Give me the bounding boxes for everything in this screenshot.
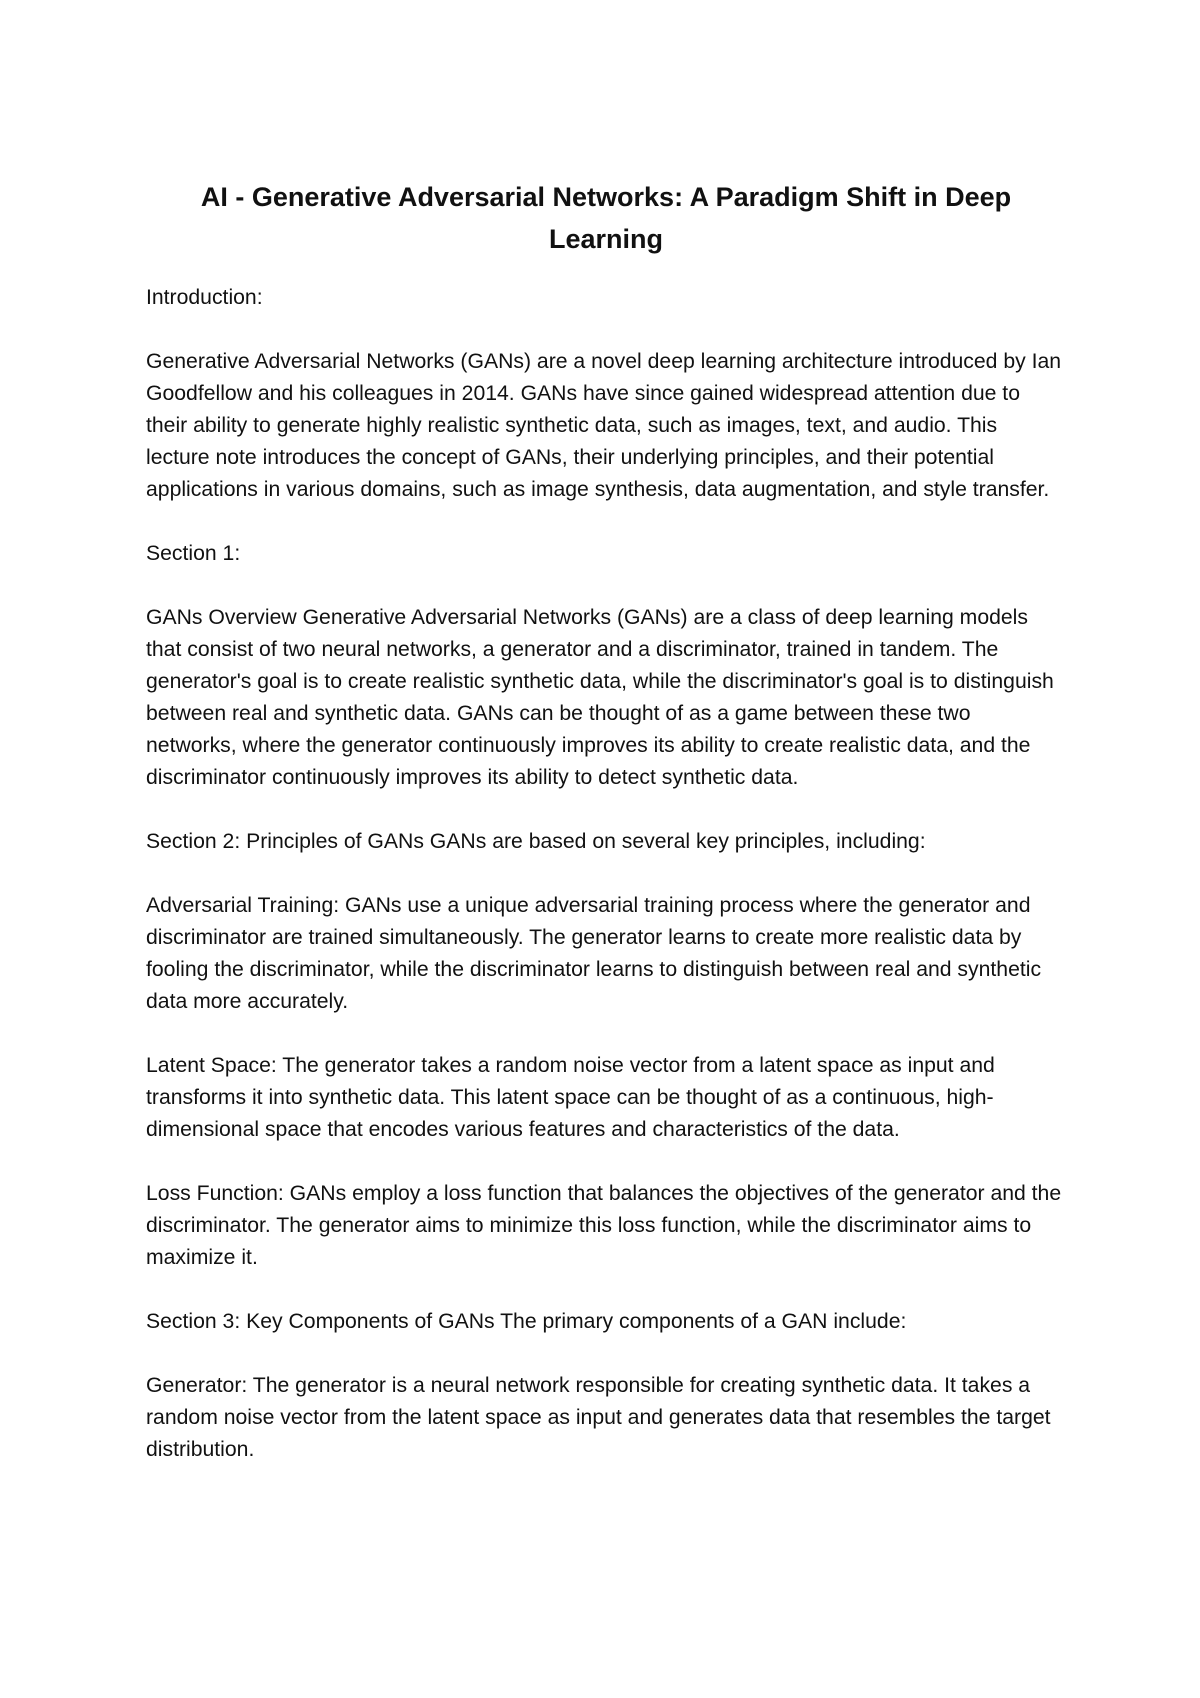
- latent-space-paragraph: Latent Space: The generator takes a random noise vector from a latent space as input and transforms it into synthetic data. This latent space can be thought of as a continuous, high-dimensional space that encodes various features and characteristics of the data.: [146, 1054, 995, 1141]
- section-3-heading: Section 3: Key Components of GANs The primary components of a GAN include:: [146, 1310, 907, 1333]
- introduction-heading: Introduction:: [146, 286, 263, 309]
- section-1-heading: Section 1:: [146, 542, 241, 565]
- introduction-paragraph: Generative Adversarial Networks (GANs) are a novel deep learning architecture introduced by Ian Goodfellow and his colleagues in 2014. GANs have since gained widespread attention due to their ability to generate highly realistic synthetic data, such as images, text, and audio. This lecture note introduces the concept of GANs, their underlying principles, and their potential applications in various domains, such as image synthesis, data augmentation, and style transfer.: [146, 350, 1062, 501]
- loss-function-paragraph: Loss Function: GANs employ a loss function that balances the objectives of the generator and the discriminator. The generator aims to minimize this loss function, while the discriminator aims to maximize it.: [146, 1182, 1062, 1269]
- generator-paragraph: Generator: The generator is a neural network responsible for creating synthetic data. It takes a random noise vector from the latent space as input and generates data that resembles the target distribution.: [146, 1374, 1051, 1461]
- gans-overview-paragraph: GANs Overview Generative Adversarial Networks (GANs) are a class of deep learning models that consist of two neural networks, a generator and a discriminator, trained in tandem. The generator's goal is to create realistic synthetic data, while the discriminator's goal is to distinguish between real and synthetic data. GANs can be thought of as a game between these two networks, where the generator continuously improves its ability to create realistic data, and the discriminator continuously improves its ability to detect synthetic data.: [146, 606, 1054, 789]
- section-2-heading: Section 2: Principles of GANs GANs are based on several key principles, including:: [146, 830, 926, 853]
- document-body: [146, 176, 1066, 1498]
- adversarial-training-paragraph: Adversarial Training: GANs use a unique adversarial training process where the generator and discriminator are trained simultaneously. The generator learns to create more realistic data by fooling the discriminator, while the discriminator learns to distinguish between real and synthetic data more accurately.: [146, 894, 1042, 1013]
- document-title: AI - Generative Adversarial Networks: A Paradigm Shift in Deep Learning: [200, 182, 1012, 254]
